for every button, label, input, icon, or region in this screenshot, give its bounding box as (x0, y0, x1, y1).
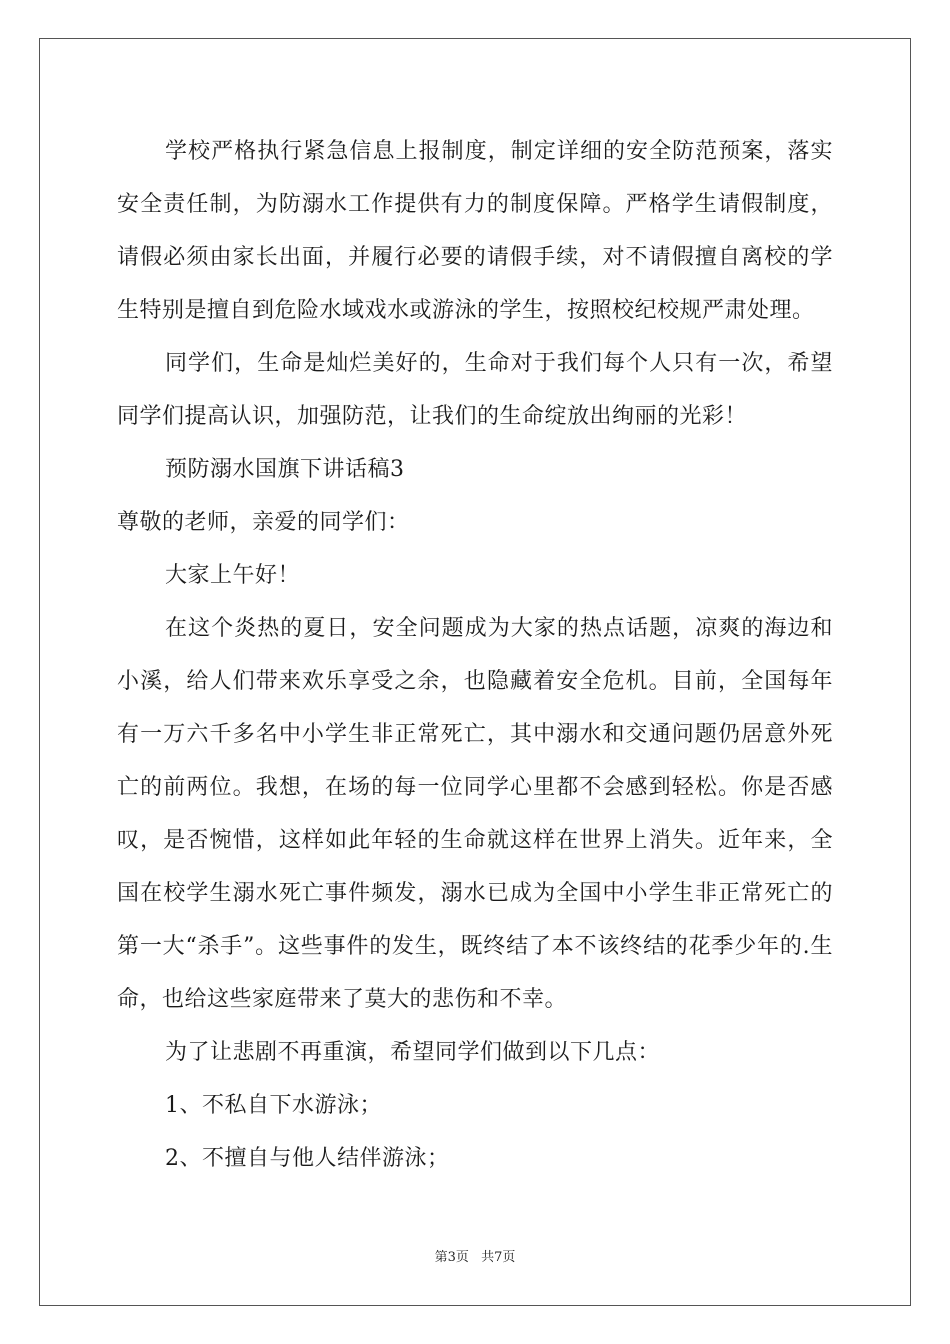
list-item-1: 1、不私自下水游泳； (165, 1093, 382, 1118)
paragraph-life-precious: 同学们，生命是灿烂美好的，生命对于我们每个人只有一次，希望同学们提高认识，加强防范，让我们的生命绽放出绚丽的光彩！ (117, 351, 833, 429)
page-number: 第3页 (434, 1250, 469, 1265)
list-item-2: 2、不擅自与他人结伴游泳； (165, 1146, 450, 1171)
page-footer (0, 1246, 950, 1265)
paragraph-tips-intro: 为了让悲剧不再重演，希望同学们做到以下几点： (165, 1040, 661, 1065)
greeting: 大家上午好！ (165, 563, 301, 588)
paragraph-safety-policy: 学校严格执行紧急信息上报制度，制定详细的安全防范预案，落实安全责任制，为防溺水工作提供有力的制度保障。严格学生请假制度，请假必须由家长出面，并履行必要的请假手续，对不请假擅自离校的学生特别是擅自到危险水域戏水或游泳的学生，按照校纪校规严肃处理。 (117, 139, 833, 323)
paragraph-summer-safety: 在这个炎热的夏日，安全问题成为大家的热点话题，凉爽的海边和小溪，给人们带来欢乐享受之余，也隐藏着安全危机。目前，全国每年有一万六千多名中小学生非正常死亡，其中溺水和交通问题仍居意外死亡的前两位。我想，在场的每一位同学心里都不会感到轻松。你是否感叹，是否惋惜，这样如此年轻的生命就这样在世界上消失。近年来，全国在校学生溺水死亡事件频发，溺水已成为全国中小学生非正常死亡的第一大“杀手”。这些事件的发生，既终结了本不该终结的花季少年的.生命，也给这些家庭带来了莫大的悲伤和不幸。 (117, 616, 833, 1012)
speech-title: 预防溺水国旗下讲话稿3 (165, 457, 405, 482)
page-total: 共7页 (481, 1250, 516, 1265)
salutation: 尊敬的老师，亲爱的同学们： (117, 510, 410, 535)
document-body (117, 125, 833, 1185)
